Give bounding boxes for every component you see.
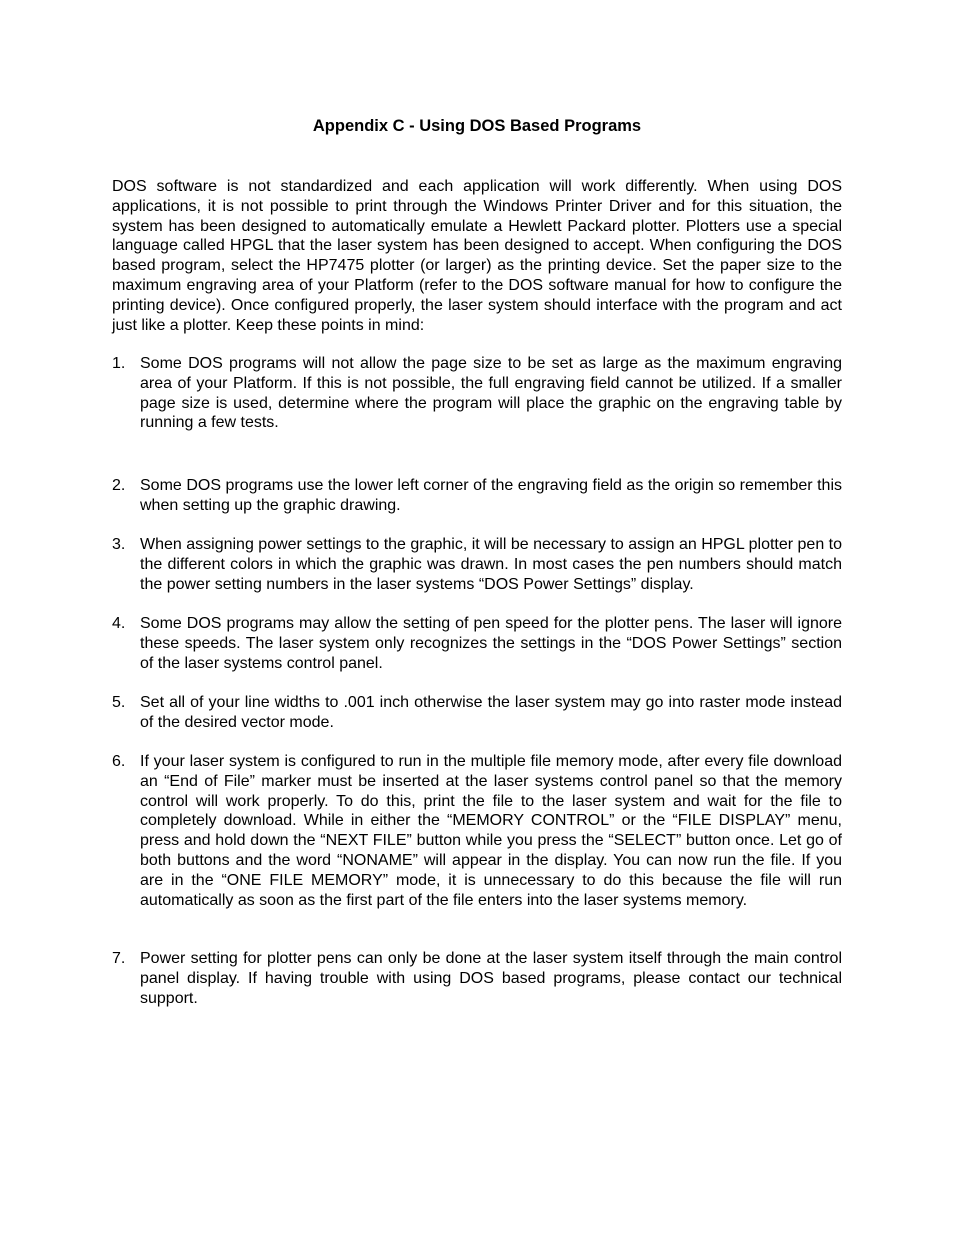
list-item-text: When assigning power settings to the graphic, it will be necessary to assign an HPGL plotter pen to the different colors in which the graphic was drawn. In most cases the pen numbers should match the power setting numbers in the laser systems “DOS Power Settings” display. [140,536,843,593]
list-item [112,614,842,673]
list-item-number: 6. [112,753,126,770]
list-item-number: 5. [112,694,126,711]
list-item [112,752,842,910]
page-title: Appendix C - Using DOS Based Programs [312,117,642,135]
list-item [112,535,842,594]
list-item-number: 1. [112,355,126,372]
list-item [112,476,842,516]
list-item [112,693,842,733]
list-item-text: If your laser system is configured to run in the multiple file memory mode, after every file download an “End of File” marker must be inserted at the laser systems control panel so that the memory control will work properly. To do this, print the file to the laser system and wait for the file to completely download. While in either the “MEMORY CONTROL” or the “FILE DISPLAY” menu, press and hold down the “NEXT FILE” button while you press the “SELECT” button once. Let go of both buttons and the word “NONAME” will appear in the display. You can now run the file. If you are in the “ONE FILE MEMORY” mode, it is unnecessary to do this because the file will run automatically as soon as the first part of the file enters into the laser systems memory. [140,753,842,909]
list-item-text: Power setting for plotter pens can only be done at the laser system itself through the main control panel display. If having trouble with using DOS based programs, please contact our technical support. [140,950,842,1007]
list-item [112,949,842,1008]
list-item-text: Set all of your line widths to .001 inch otherwise the laser system may go into raster mode instead of the desired vector mode. [140,694,842,731]
list-item-text: Some DOS programs will not allow the page size to be set as large as the maximum engraving area of your Platform. If this is not possible, the full engraving field cannot be utilized. If a smaller page size is used, determine where the program will place the graphic on the engraving table by running a few tests. [140,355,842,432]
intro-paragraph: DOS software is not standardized and each application will work differently. When using DOS applications, it is not possible to print through the Windows Printer Driver and for this situation, the system has been designed to automatically emulate a Hewlett Packard plotter. Plotters use a special language called HPGL that the laser system has been designed to accept. When configuring the DOS based program, select the HP7475 plotter (or larger) as the printing device. Set the paper size to the maximum engraving area of your Platform (refer to the DOS software manual for how to configure the printing device). Once configured properly, the laser system should interface with the program and act just like a plotter. Keep these points in mind: [112,178,842,334]
list-item-number: 4. [112,615,126,632]
list-item-number: 3. [112,536,126,553]
list-item-text: Some DOS programs may allow the setting of pen speed for the plotter pens. The laser will ignore these speeds. The laser system only recognizes the settings in the “DOS Power Settings” section of the laser systems control panel. [140,615,842,672]
list-item-text: Some DOS programs use the lower left corner of the engraving field as the origin so remember this when setting up the graphic drawing. [140,477,842,514]
list-item-number: 2. [112,477,126,494]
list-item-number: 7. [112,950,126,967]
list-item [112,354,842,433]
